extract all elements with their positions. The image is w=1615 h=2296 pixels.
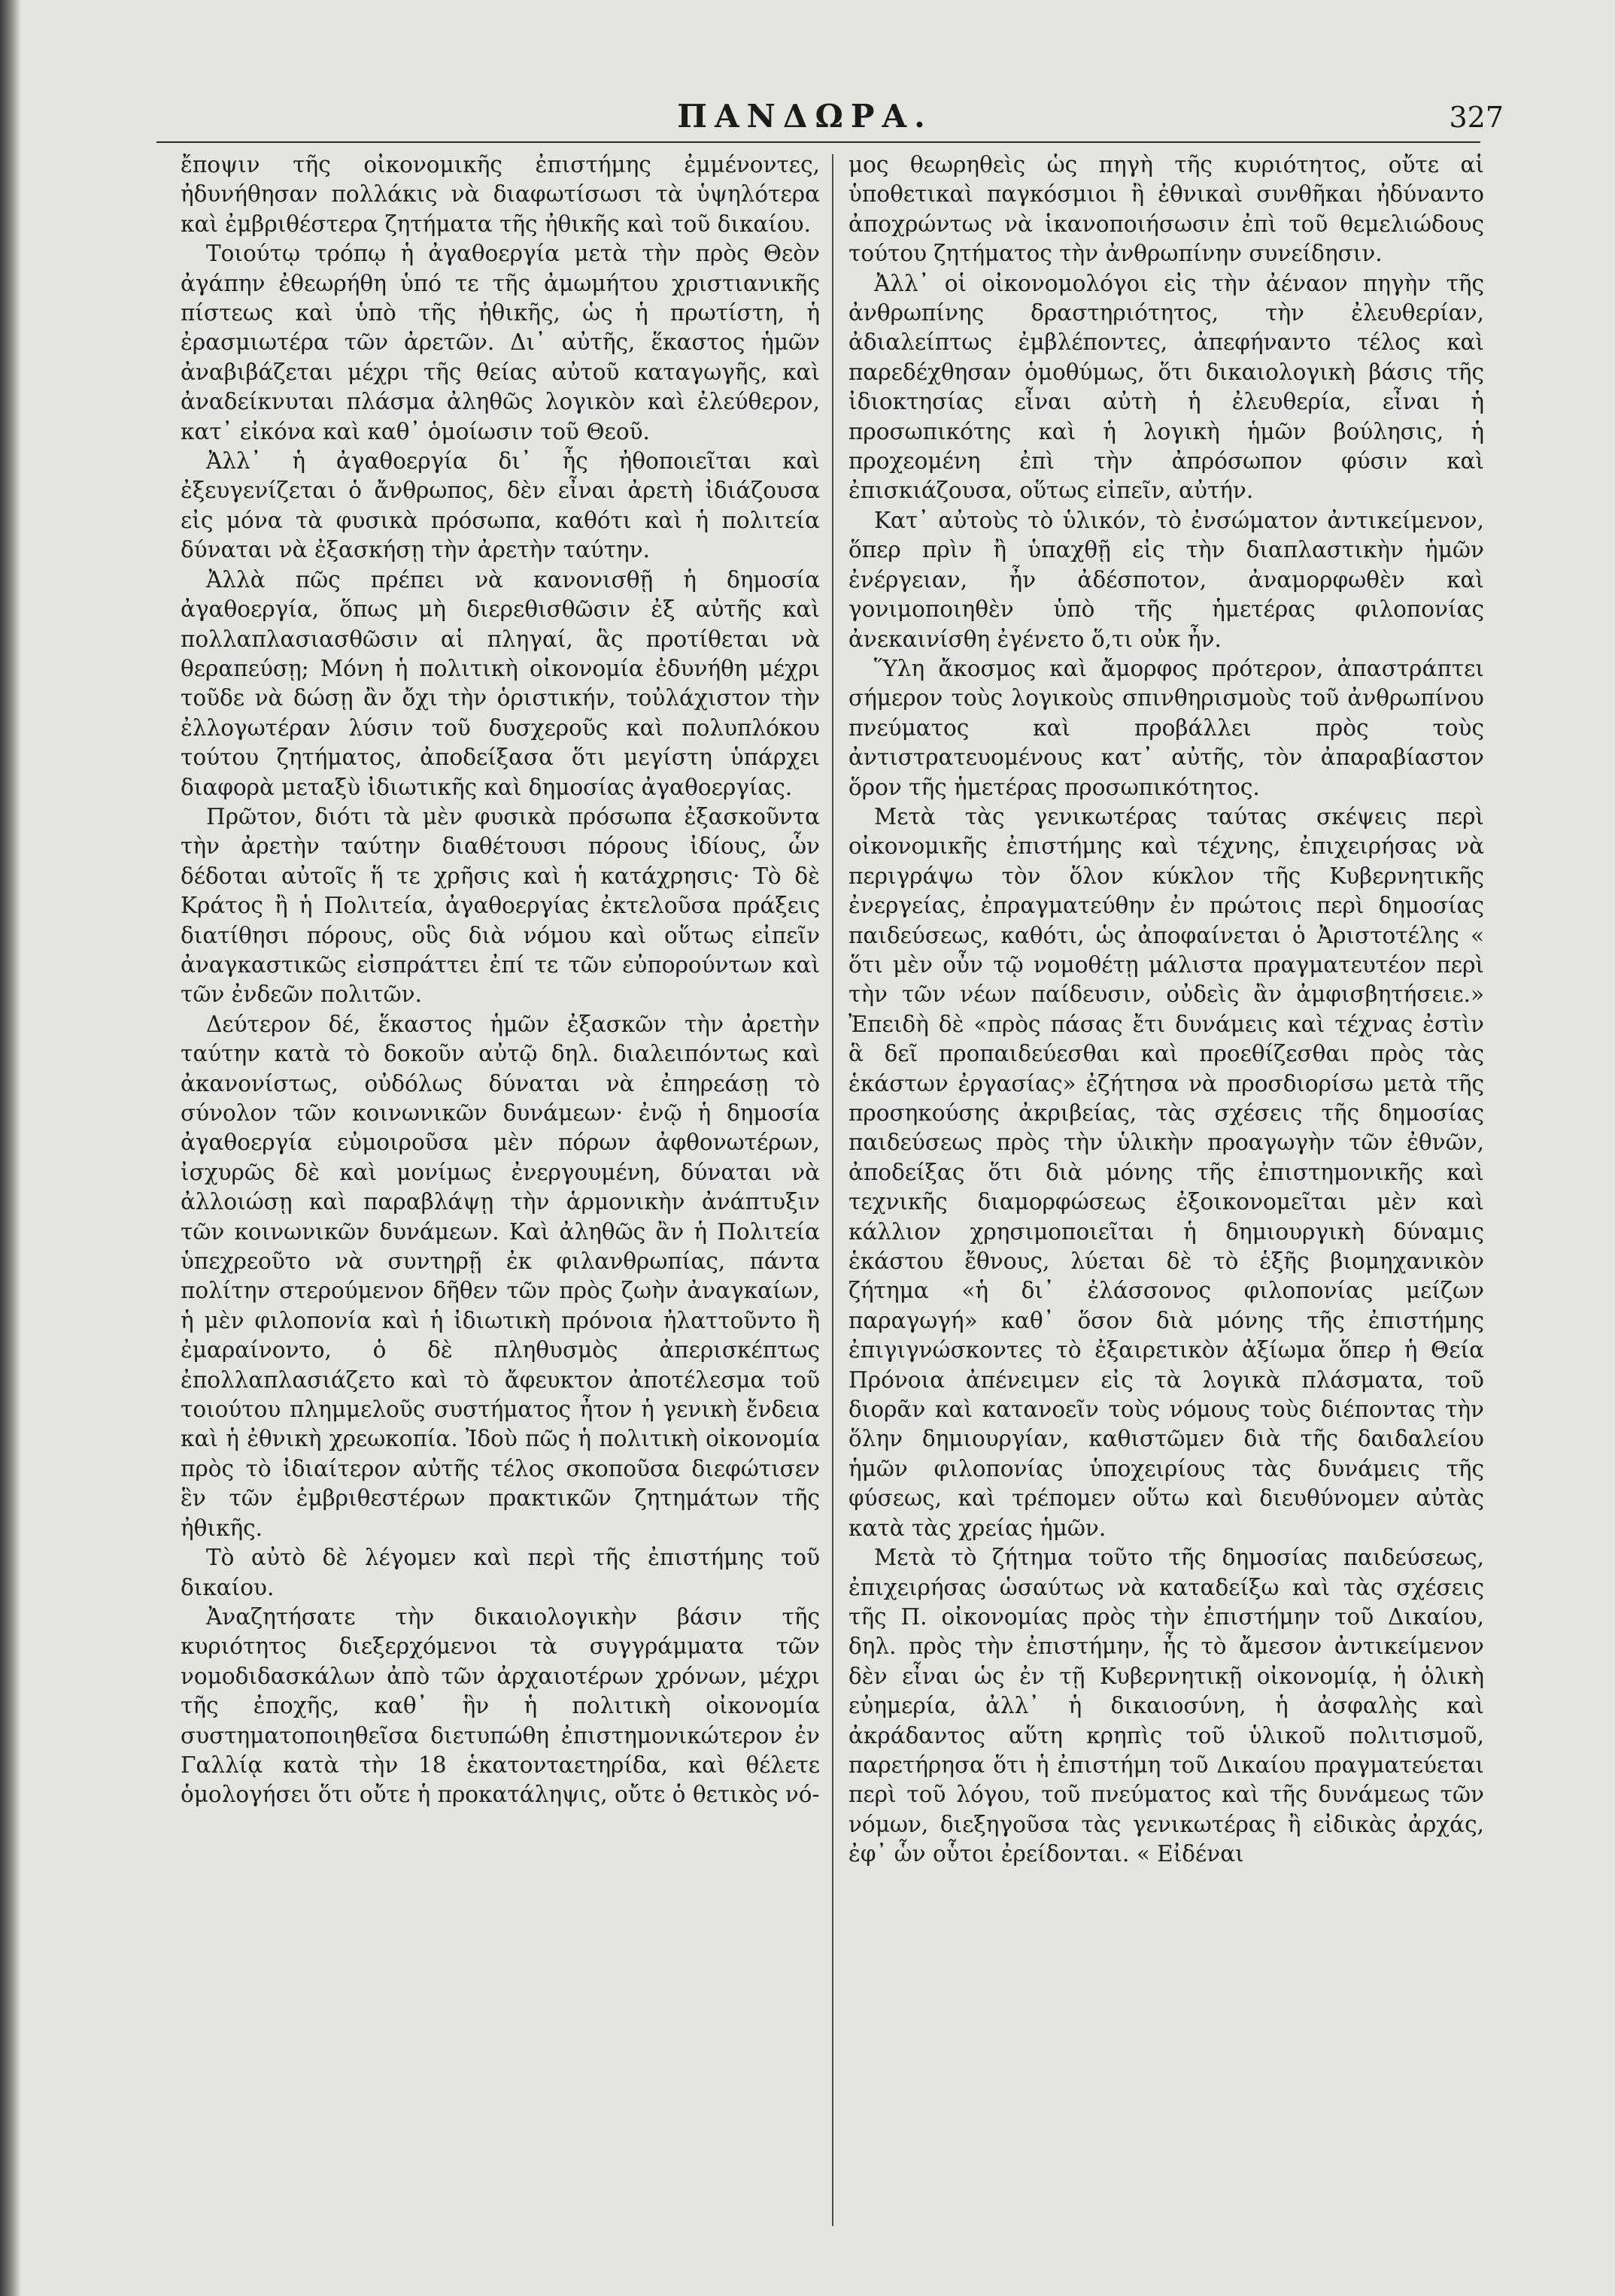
paragraph: Ἀλλ᾽ ἡ ἀγαθοεργία δι᾽ ἧς ἠθοποιεῖται καὶ ἐξευγενίζεται ὁ ἄνθρωπος, δὲν εἶναι ἀρετὴ ἰδιάζουσα εἰς μόνα τὰ φυσικὰ πρόσωπα, καθότι καὶ ἡ πολιτεία δύναται νὰ ἐξασκήσῃ τὴν ἀρετὴν ταύτην.: [181, 448, 820, 563]
paragraph: Τὸ αὐτὸ δὲ λέγομεν καὶ περὶ τῆς ἐπιστήμης τοῦ δικαίου.: [181, 1545, 820, 1600]
binding-shadow: [0, 0, 21, 2296]
paragraph: Ἀλλὰ πῶς πρέπει νὰ κανονισθῇ ἡ δημοσία ἀγαθοεργία, ὅπως μὴ διερεθισθῶσιν ἐξ αὐτῆς καὶ πολλαπλασιασθῶσιν αἱ πληγαί, ἃς προτίθεται νὰ θεραπεύσῃ; Μόνη ἡ πολιτικὴ οἰκονομία ἐδυνήθη μέχρι τοῦδε νὰ δώσῃ ἂν ὄχι τὴν ὁριστικήν, τοὐλάχιστον τὴν ἐλλογωτέραν λύσιν τοῦ δυσχεροῦς καὶ πολυπλόκου τούτου ζητήματος, ἀποδείξασα ὅτι μεγίστη ὑπάρχει διαφορὰ μεταξὺ ἰδιωτικῆς καὶ δημοσίας ἀγαθοεργίας.: [181, 566, 820, 800]
paragraph: Τοιούτῳ τρόπῳ ἡ ἀγαθοεργία μετὰ τὴν πρὸς Θεὸν ἀγάπην ἐθεωρήθη ὑπό τε τῆς ἀμωμήτου χριστιανικῆς πίστεως καὶ ὑπὸ τῆς ἠθικῆς, ὡς ἡ πρωτίστη, ἡ ἐρασμιωτέρα τῶν ἀρετῶν. Δι᾽ αὐτῆς, ἕκαστος ἡμῶν ἀναβιβάζεται μέχρι τῆς θείας αὐτοῦ καταγωγῆς, καὶ ἀναδείκνυται πλάσμα ἀληθῶς λογικὸν καὶ ἐλεύθερον, κατ᾽ εἰκόνα καὶ καθ᾽ ὁμοίωσιν τοῦ Θεοῦ.: [181, 241, 820, 444]
page-number: 327: [1449, 101, 1504, 134]
right-column: [848, 150, 1484, 1870]
left-column: [181, 150, 820, 1810]
paragraph: ἔποψιν τῆς οἰκονομικῆς ἐπιστήμης ἐμμένοντες, ἠδυνήθησαν πολλάκις νὰ διαφωτίσωσι τὰ ὑψηλότερα καὶ ἐμβριθέστερα ζητήματα τῆς ἠθικῆς καὶ τοῦ δικαίου.: [181, 152, 820, 237]
paragraph: Κατ᾽ αὐτοὺς τὸ ὑλικόν, τὸ ἐνσώματον ἀντικείμενον, ὅπερ πρὶν ἢ ὑπαχθῇ εἰς τὴν διαπλαστικὴν ἡμῶν ἐνέργειαν, ἦν ἀδέσποτον, ἀναμορφωθὲν καὶ γονιμοποιηθὲν ὑπὸ τῆς ἡμετέρας φιλοπονίας ἀνεκαινίσθη ἐγένετο ὅ,τι οὐκ ἦν.: [848, 507, 1484, 652]
header-rule: [156, 141, 1480, 143]
paragraph: Ὕλη ἄκοσμος καὶ ἄμορφος πρότερον, ἀπαστράπτει σήμερον τοὺς λογικοὺς σπινθηρισμοὺς τοῦ ἀνθρωπίνου πνεύματος καὶ προβάλλει πρὸς τοὺς ἀντιστρατευομένους κατ᾽ αὐτῆς, τὸν ἀπαραβίαστον ὅρον τῆς ἡμετέρας προσωπικότητος.: [848, 655, 1484, 800]
paragraph: Μετὰ τὸ ζήτημα τοῦτο τῆς δημοσίας παιδεύσεως, ἐπιχειρήσας ὡσαύτως νὰ καταδείξω καὶ τὰς σχέσεις τῆς Π. οἰκονομίας πρὸς τὴν ἐπιστήμην τοῦ Δικαίου, δηλ. πρὸς τὴν ἐπιστήμην, ἧς τὸ ἄμεσον ἀντικείμενον δὲν εἶναι ὡς ἐν τῇ Κυβερνητικῇ οἰκονομίᾳ, ἡ ὁλικὴ εὐημερία, ἀλλ᾽ ἡ δικαιοσύνη, ἡ ἀσφαλὴς καὶ ἀκράδαντος αὕτη κρηπὶς τοῦ ὑλικοῦ πολιτισμοῦ, παρετήρησα ὅτι ἡ ἐπιστήμη τοῦ Δικαίου πραγματεύεται περὶ τοῦ λόγου, τοῦ πνεύματος καὶ τῆς δυνάμεως τῶν νόμων, διεξηγοῦσα τὰς γενικωτέρας ἢ εἰδικὰς ἀρχάς, ἐφ᾽ ὧν οὗτοι ἐρείδονται. « Εἰδέναι: [848, 1545, 1484, 1867]
paragraph: Πρῶτον, διότι τὰ μὲν φυσικὰ πρόσωπα ἐξασκοῦντα τὴν ἀρετὴν ταύτην διαθέτουσι πόρους ἰδίους, ὧν δέδοται αὐτοῖς ἥ τε χρῆσις καὶ ἡ κατάχρησις· Τὸ δὲ Κράτος ἢ ἡ Πολιτεία, ἀγαθοεργίας ἐκτελοῦσα πράξεις διατίθησι πόρους, οὓς διὰ νόμου καὶ οὕτως εἰπεῖν ἀναγκαστικῶς εἰσπράττει ἐπί τε τῶν εὐπορούντων καὶ τῶν ἐνδεῶν πολιτῶν.: [181, 803, 820, 1008]
paragraph: Ἀλλ᾽ οἱ οἰκονομολόγοι εἰς τὴν ἀέναον πηγὴν τῆς ἀνθρωπίνης δραστηριότητος, τὴν ἐλευθερίαν, ἀδιαλείπτως ἐμβλέποντες, ἀπεφήναντο τέλος καὶ παρεδέχθησαν ὁμοθύμως, ὅτι δικαιολογικὴ βάσις τῆς ἰδιοκτησίας εἶναι αὐτὴ ἡ ἐλευθερία, εἶναι ἡ προσωπικότης καὶ ἡ λογικὴ ἡμῶν βούλησις, ἡ προχεομένη ἐπὶ τὴν ἀπρόσωπον φύσιν καὶ ἐπισκιάζουσα, οὕτως εἰπεῖν, αὐτήν.: [848, 270, 1484, 504]
paragraph: μος θεωρηθεὶς ὡς πηγὴ τῆς κυριότητος, οὔτε αἱ ὑποθετικαὶ παγκόσμιοι ἢ ἐθνικαὶ συνθῆκαι ἠδύναντο ἀποχρώντως νὰ ἱκανοποιήσωσιν ἐπὶ τοῦ θεμελιώδους τούτου ζητήματος τὴν ἀνθρωπίνην συνείδησιν.: [848, 152, 1484, 267]
running-head: [0, 98, 1615, 143]
column-divider: [832, 154, 833, 2226]
paragraph: Ἀναζητήσατε τὴν δικαιολογικὴν βάσιν τῆς κυριότητος διεξερχόμενοι τὰ συγγράμματα τῶν νομοδιδασκάλων ἀπὸ τῶν ἀρχαιοτέρων χρόνων, μέχρι τῆς ἐποχῆς, καθ᾽ ἣν ἡ πολιτικὴ οἰκονομία συστηματοποιηθεῖσα διετυπώθη ἐπιστημονικώτερον ἐν Γαλλίᾳ κατὰ τὴν 18 ἑκατονταετηρίδα, καὶ θέλετε ὁμολογήσει ὅτι οὔτε ἡ προκατάληψις, οὔτε ὁ θετικὸς νό-: [181, 1603, 820, 1808]
paragraph: Δεύτερον δέ, ἕκαστος ἡμῶν ἐξασκῶν τὴν ἀρετὴν ταύτην κατὰ τὸ δοκοῦν αὐτῷ δηλ. διαλειπόντως καὶ ἀκανονίστως, οὐδόλως δύναται νὰ ἐπηρεάσῃ τὸ σύνολον τῶν κοινωνικῶν δυνάμεων· ἐνῷ ἡ δημοσία ἀγαθοεργία εὐμοιροῦσα μὲν πόρων ἀφθονωτέρων, ἰσχυρῶς δὲ καὶ μονίμως ἐνεργουμένη, δύναται νὰ ἀλλοιώσῃ καὶ παραβλάψῃ τὴν ἁρμονικὴν ἀνάπτυξιν τῶν κοινωνικῶν δυνάμεων. Καὶ ἀληθῶς ἂν ἡ Πολιτεία ὑπεχρεοῦτο νὰ συντηρῇ ἐκ φιλανθρωπίας, πάντα πολίτην στερούμενον δῆθεν τῶν πρὸς ζωὴν ἀναγκαίων, ἡ μὲν φιλοπονία καὶ ἡ ἰδιωτικὴ πρόνοια ἠλαττοῦντο ἢ ἐμαραίνοντο, ὁ δὲ πληθυσμὸς ἀπερισκέπτως ἐπολλαπλασιάζετο καὶ τὸ ἄφευκτον ἀποτέλεσμα τοῦ τοιούτου πλημμελοῦς συστήματος ἦτον ἡ γενικὴ ἔνδεια καὶ ἡ ἐθνικὴ χρεωκοπία. Ἰδοὺ πῶς ἡ πολιτικὴ οἰκονομία πρὸς τὸ ἰδιαίτερον αὐτῆς τέλος σκοποῦσα διεφώτισεν ἓν τῶν ἐμβριθεστέρων πρακτικῶν ζητημάτων τῆς ἠθικῆς.: [181, 1011, 820, 1541]
page-title: ΠΑΝΔΩΡΑ.: [677, 98, 933, 135]
paragraph: Μετὰ τὰς γενικωτέρας ταύτας σκέψεις περὶ οἰκονομικῆς ἐπιστήμης καὶ τέχνης, ἐπιχειρήσας νὰ περιγράψω τὸν ὅλον κύκλον τῆς Κυβερνητικῆς ἐνεργείας, ἐπραγματεύθην ἐν πρώτοις περὶ δημοσίας παιδεύσεως, καθότι, ὡς ἀποφαίνεται ὁ Ἀριστοτέλης « ὅτι μὲν οὖν τῷ νομοθέτῃ μάλιστα πραγματευτέον περὶ τὴν τῶν νέων παίδευσιν, οὐδεὶς ἂν ἀμφισβητήσειε.» Ἐπειδὴ δὲ «πρὸς πάσας ἔτι δυνάμεις καὶ τέχνας ἐστὶν ἃ δεῖ προπαιδεύεσθαι καὶ προεθίζεσθαι πρὸς τὰς ἑκάστων ἐργασίας» ἐζήτησα νὰ προσδιορίσω μετὰ τῆς προσηκούσης ἀκριβείας, τὰς σχέσεις τῆς δημοσίας παιδεύσεως πρὸς τὴν ὑλικὴν προαγωγὴν τῶν ἐθνῶν, ἀποδείξας ὅτι διὰ μόνης τῆς ἐπιστημονικῆς καὶ τεχνικῆς διαμορφώσεως ἐξοικονομεῖται μὲν καὶ κάλλιον χρησιμοποιεῖται ἡ δημιουργικὴ δύναμις ἑκάστου ἔθνους, λύεται δὲ τὸ ἑξῆς βιομηχανικὸν ζήτημα «ἡ δι᾽ ἐλάσσονος φιλοπονίας μείζων παραγωγή» καθ᾽ ὅσον διὰ μόνης τῆς ἐπιστήμης ἐπιγιγνώσκοντες τὸ ἐξαιρετικὸν ἀξίωμα ὅπερ ἡ Θεία Πρόνοια ἀπένειμεν εἰς τὰ λογικὰ πλάσματα, τοῦ διορᾶν καὶ κατανοεῖν τοὺς νόμους τοὺς διέποντας τὴν ὅλην δημιουργίαν, καθιστῶμεν διὰ τῆς δαιδαλείου ἡμῶν φιλοπονίας ὑποχειρίους τὰς δυνάμεις τῆς φύσεως, καὶ τρέπομεν οὕτω καὶ διευθύνομεν αὐτὰς κατὰ τὰς χρείας ἡμῶν.: [848, 803, 1484, 1541]
